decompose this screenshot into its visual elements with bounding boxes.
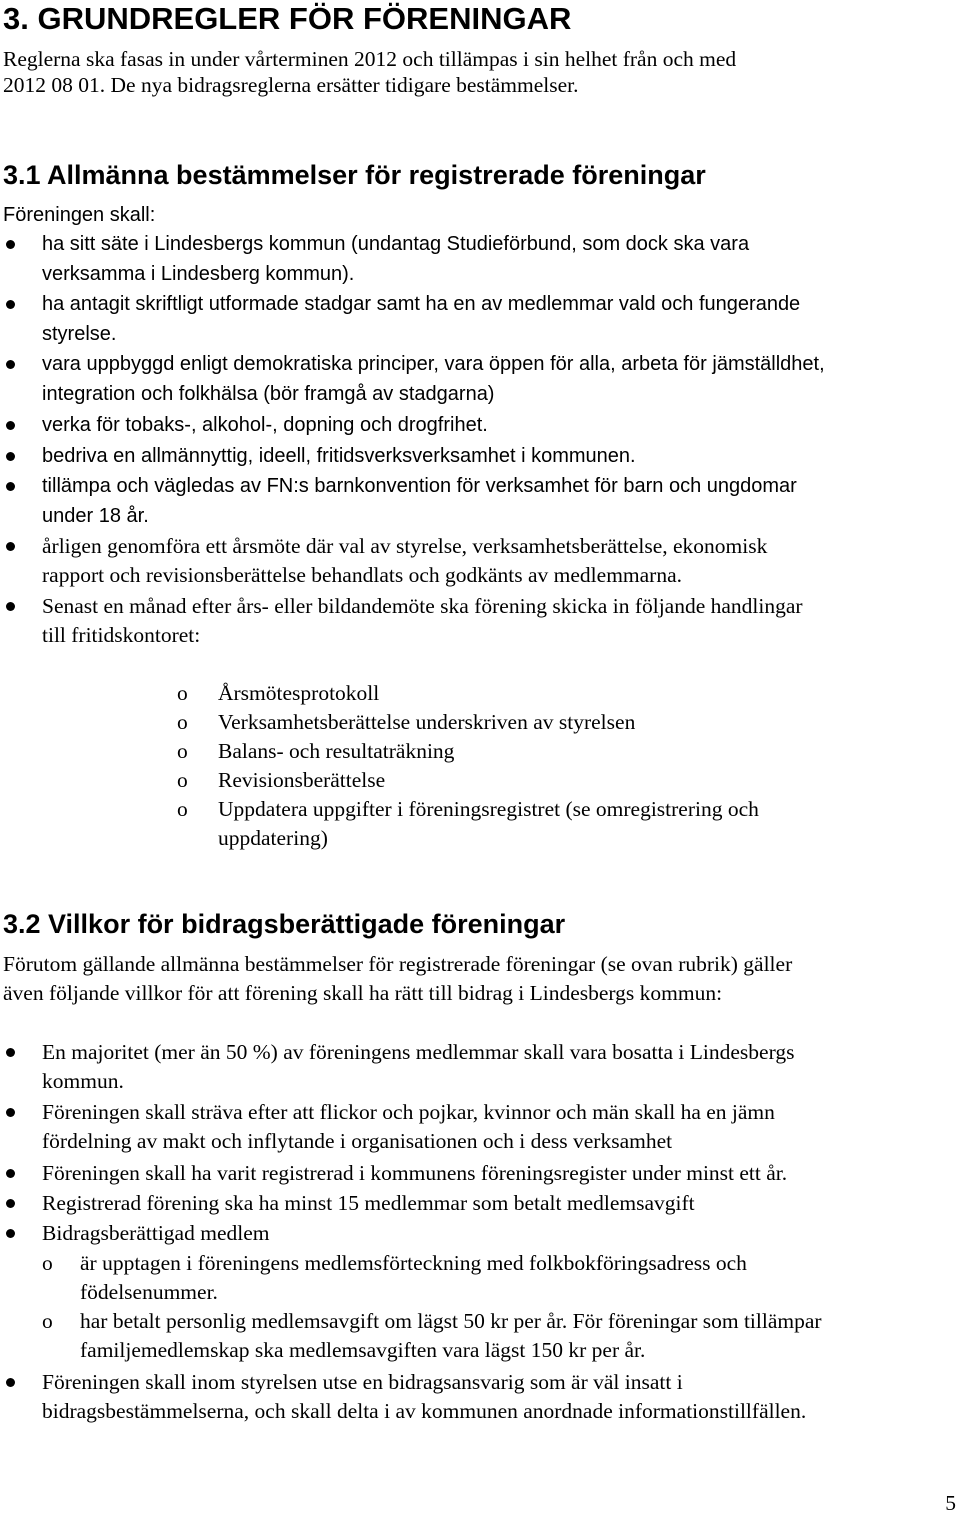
- sublist-item-text: [80, 1307, 822, 1365]
- text-line: Föreningen skall ha varit registrerad i kommunens föreningsregister under minst ett år.: [42, 1161, 788, 1185]
- text-line: En majoritet (mer än 50 %) av föreningens medlemmar skall vara bosatta i Lindesbergs: [42, 1040, 795, 1064]
- circle-bullet-icon: o: [177, 681, 188, 705]
- text-line: familjemedlemskap ska medlemsavgiften vara lägst 150 kr per år.: [80, 1338, 646, 1362]
- bullet-icon: [6, 360, 15, 369]
- bullet-icon: [6, 452, 15, 461]
- intro-line: Förutom gällande allmänna bestämmelser för registrerade föreningar (se ovan rubrik) gäller: [3, 952, 793, 976]
- circle-bullet-icon: o: [177, 710, 188, 734]
- sublist-item-text: [218, 737, 454, 766]
- text-line: Uppdatera uppgifter i föreningsregistret (se omregistrering och: [218, 797, 759, 821]
- section-3-1-lead: Föreningen skall:: [3, 204, 156, 226]
- bullet-icon: [6, 1169, 15, 1178]
- text-line: verksamma i Lindesberg kommun).: [42, 263, 355, 285]
- section-3-2-intro: [3, 950, 792, 1008]
- list-item-text: [42, 349, 825, 409]
- bullet-icon: [6, 300, 15, 309]
- section-3-1-heading: 3.1 Allmänna bestämmelser för registrerade föreningar: [3, 160, 706, 190]
- text-line: integration och folkhälsa (bör framgå av stadgarna): [42, 383, 495, 405]
- text-line: Balans- och resultaträkning: [218, 739, 455, 763]
- text-line: rapport och revisionsberättelse behandlats och godkänts av medlemmarna.: [42, 563, 683, 587]
- list-item-text: [42, 471, 797, 531]
- bullet-icon: [6, 1229, 15, 1238]
- bullet-icon: [6, 1048, 15, 1057]
- list-item-text: [42, 1189, 695, 1218]
- section-3-intro: [3, 46, 736, 98]
- list-item-text: [42, 229, 749, 289]
- text-line: Föreningen skall sträva efter att flickor och pojkar, kvinnor och män skall ha en jämn: [42, 1100, 775, 1124]
- sublist-item-text: [80, 1249, 747, 1307]
- section-3-heading: 3. GRUNDREGLER FÖR FÖRENINGAR: [3, 1, 572, 36]
- text-line: Föreningen skall inom styrelsen utse en bidragsansvarig som är väl insatt i: [42, 1370, 683, 1394]
- text-line: fördelning av makt och inflytande i organisationen och i dess verksamhet: [42, 1129, 673, 1153]
- intro-line: 2012 08 01. De nya bidragsreglerna ersätter tidigare bestämmelser.: [3, 73, 579, 97]
- list-item-text: [42, 1368, 806, 1426]
- page-number: 5: [945, 1491, 956, 1515]
- list-item-text: [42, 289, 800, 349]
- text-line: födelsenummer.: [80, 1280, 218, 1304]
- sublist-item-text: [218, 708, 635, 737]
- text-line: ha sitt säte i Lindesbergs kommun (undantag Studieförbund, som dock ska vara: [42, 233, 750, 255]
- bullet-icon: [6, 602, 15, 611]
- sublist-item-text: [218, 766, 385, 795]
- list-item-text: [42, 1098, 775, 1156]
- bullet-icon: [6, 1378, 15, 1387]
- circle-bullet-icon: o: [177, 797, 188, 821]
- text-line: ha antagit skriftligt utformade stadgar samt ha en av medlemmar vald och fungerande: [42, 293, 801, 315]
- text-line: Revisionsberättelse: [218, 768, 386, 792]
- text-line: bedriva en allmännyttig, ideell, fritidsverksverksamhet i kommunen.: [42, 445, 636, 467]
- text-line: till fritidskontoret:: [42, 623, 201, 647]
- text-line: har betalt personlig medlemsavgift om lägst 50 kr per år. För föreningar som tillämpar: [80, 1309, 822, 1333]
- text-line: under 18 år.: [42, 505, 149, 527]
- text-line: Bidragsberättigad medlem: [42, 1221, 270, 1245]
- text-line: Årsmötesprotokoll: [218, 681, 380, 705]
- list-item-text: [42, 441, 636, 471]
- circle-bullet-icon: o: [177, 739, 188, 763]
- text-line: bidragsbestämmelserna, och skall delta i av kommunen anordnade informationstillfällen.: [42, 1399, 807, 1423]
- list-item-text: [42, 1038, 794, 1096]
- list-item-text: [42, 1219, 269, 1248]
- text-line: styrelse.: [42, 323, 117, 345]
- bullet-icon: [6, 421, 15, 430]
- sublist-item-text: [218, 795, 759, 853]
- text-line: tillämpa och vägledas av FN:s barnkonvention för verksamhet för barn och ungdomar: [42, 475, 797, 497]
- text-line: är upptagen i föreningens medlemsförteckning med folkbokföringsadress och: [80, 1251, 747, 1275]
- intro-line: även följande villkor för att förening skall ha rätt till bidrag i Lindesbergs kommun:: [3, 981, 723, 1005]
- list-item-text: [42, 1159, 787, 1188]
- text-line: uppdatering): [218, 826, 328, 850]
- intro-line: Reglerna ska fasas in under vårterminen 2012 och tillämpas i sin helhet från och med: [3, 47, 737, 71]
- list-item-text: [42, 410, 488, 440]
- text-line: kommun.: [42, 1069, 124, 1093]
- text-line: Registrerad förening ska ha minst 15 medlemmar som betalt medlemsavgift: [42, 1191, 695, 1215]
- bullet-icon: [6, 482, 15, 491]
- circle-bullet-icon: o: [177, 768, 188, 792]
- list-item-text: [42, 592, 803, 650]
- list-item-text: [42, 532, 767, 590]
- sublist-item-text: [218, 679, 379, 708]
- section-3-2-heading: 3.2 Villkor för bidragsberättigade föreningar: [3, 909, 566, 939]
- bullet-icon: [6, 1108, 15, 1117]
- circle-bullet-icon: o: [42, 1309, 53, 1333]
- text-line: verka för tobaks-, alkohol-, dopning och drogfrihet.: [42, 414, 488, 436]
- bullet-icon: [6, 240, 15, 249]
- text-line: Verksamhetsberättelse underskriven av styrelsen: [218, 710, 636, 734]
- text-line: Senast en månad efter års- eller bildandemöte ska förening skicka in följande handlingar: [42, 594, 803, 618]
- bullet-icon: [6, 542, 15, 551]
- circle-bullet-icon: o: [42, 1251, 53, 1275]
- text-line: årligen genomföra ett årsmöte där val av styrelse, verksamhetsberättelse, ekonomisk: [42, 534, 768, 558]
- text-line: vara uppbyggd enligt demokratiska principer, vara öppen för alla, arbeta för jämställdhet,: [42, 353, 825, 375]
- bullet-icon: [6, 1199, 15, 1208]
